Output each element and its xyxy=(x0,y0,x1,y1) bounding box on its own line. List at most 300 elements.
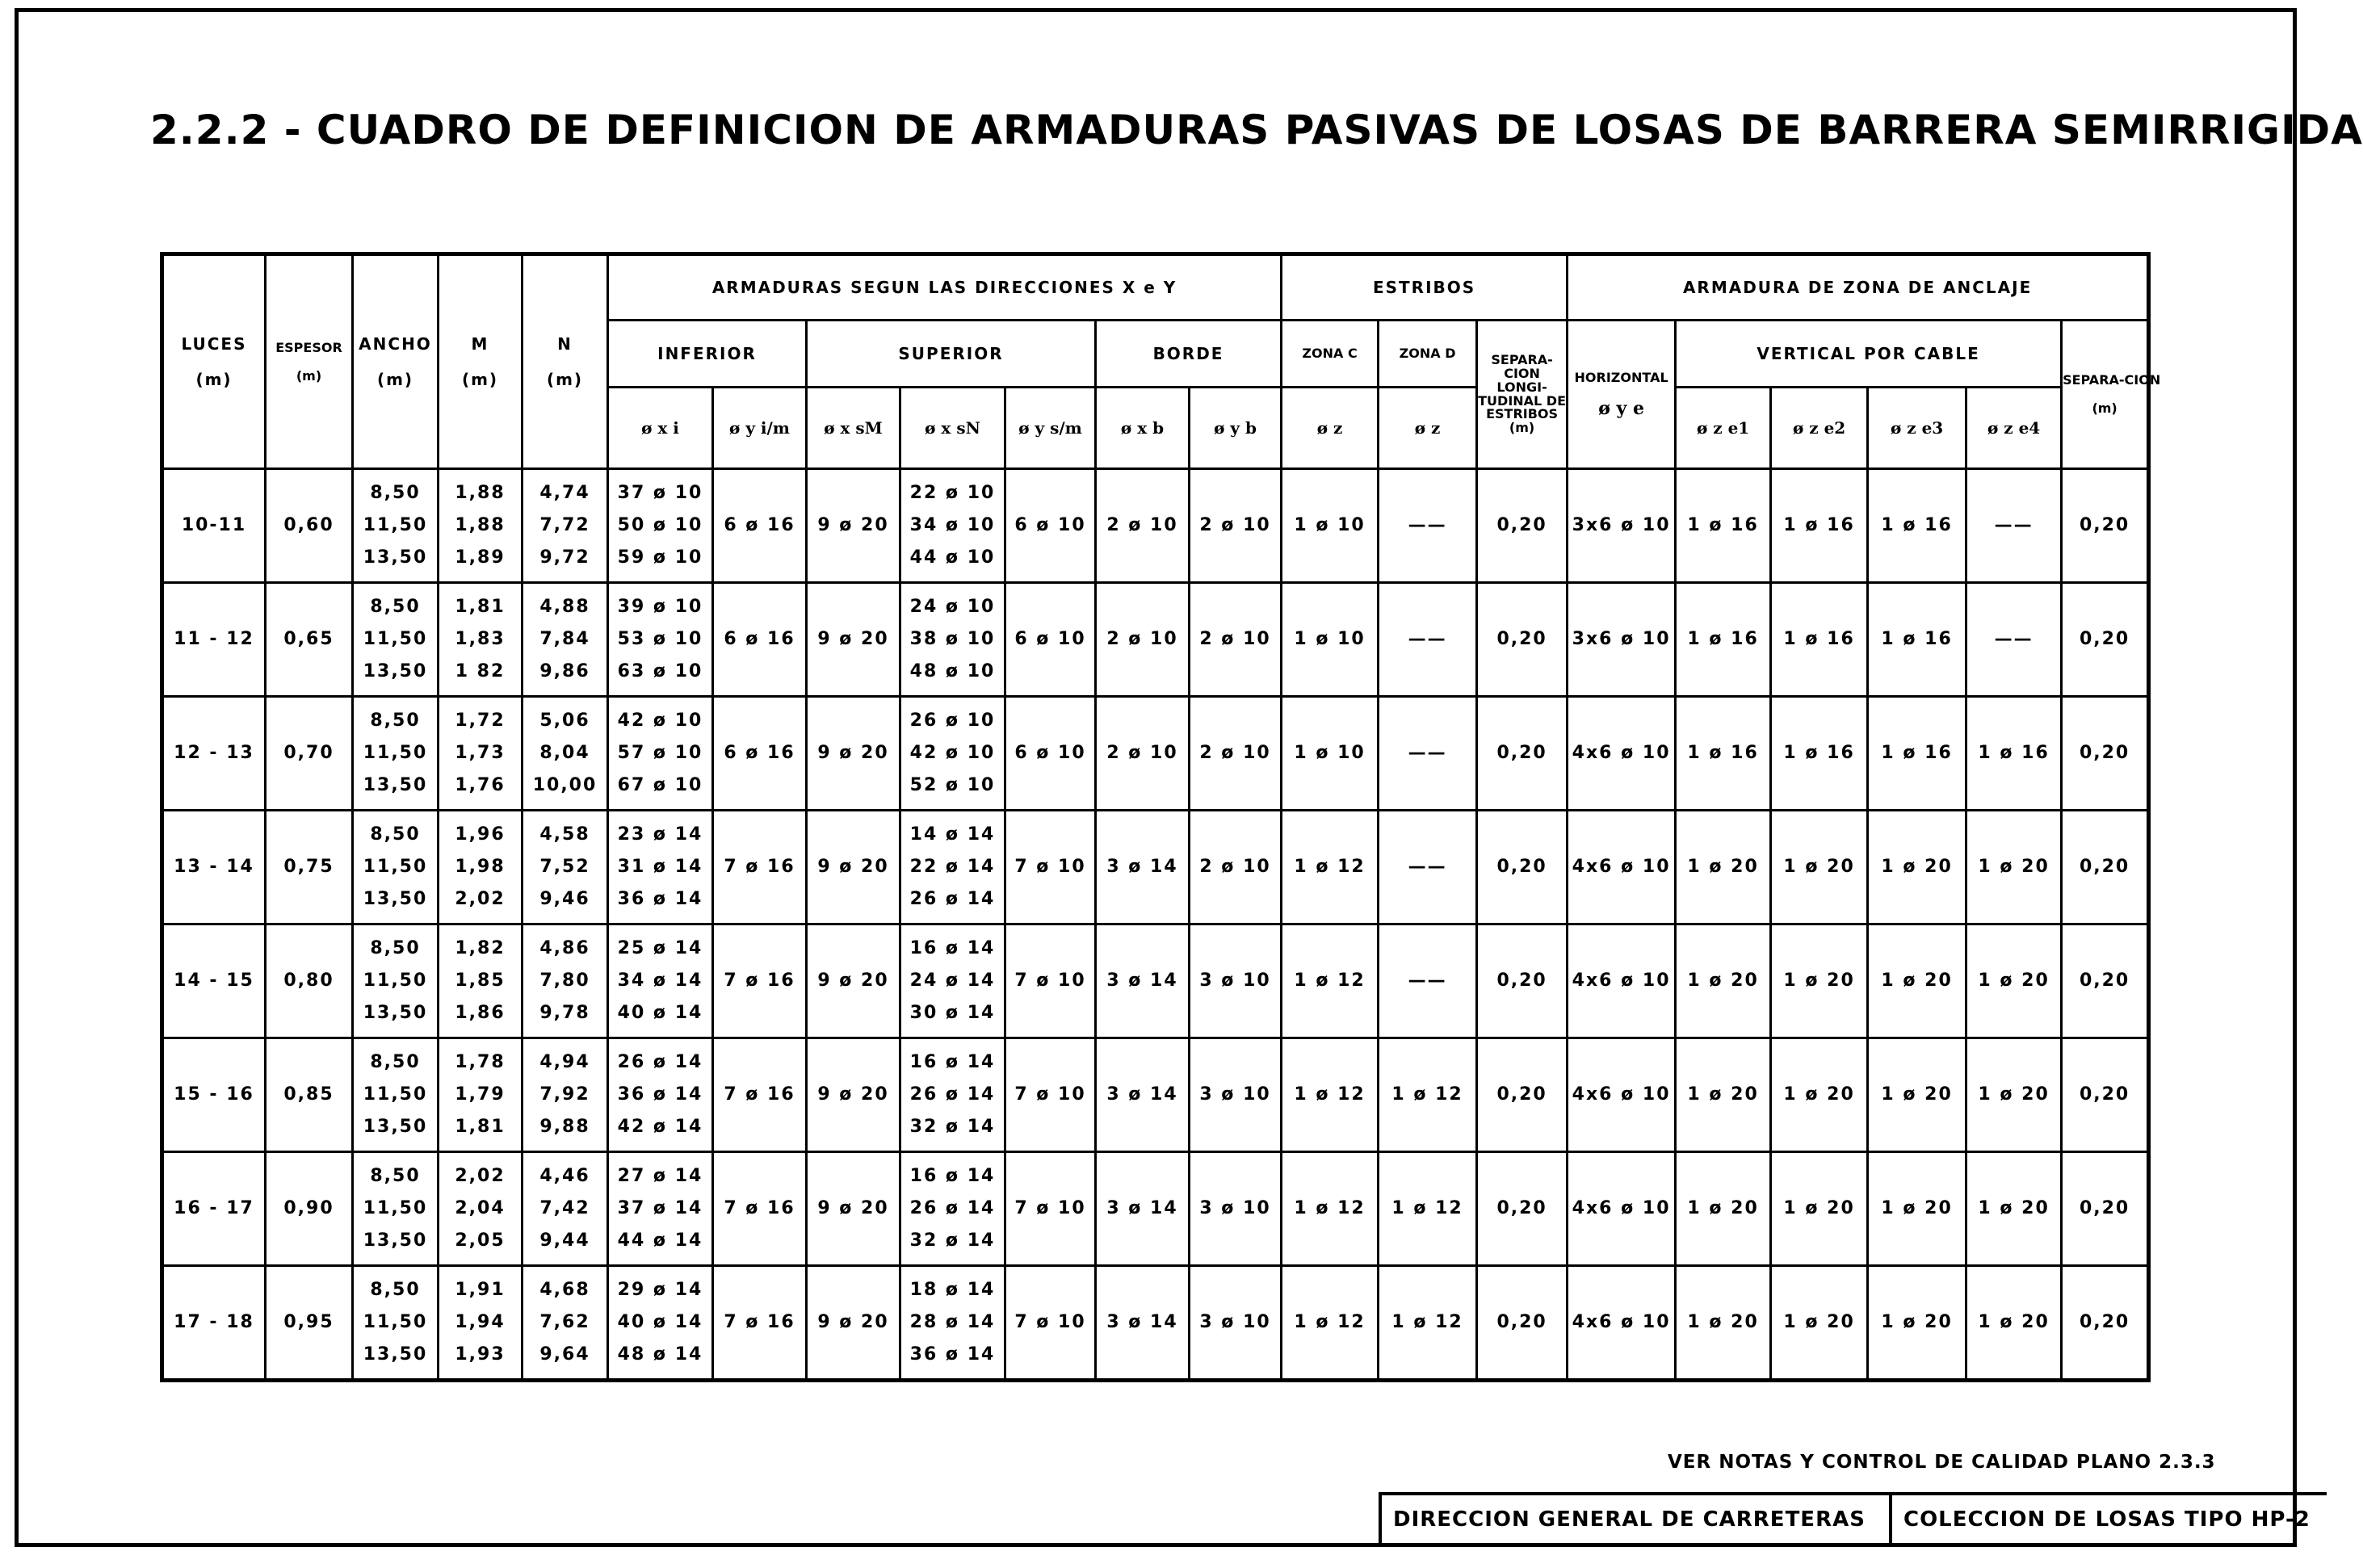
cell-line: 57 ø 10 xyxy=(617,743,703,763)
cell-sep: 0,20 xyxy=(2062,469,2149,583)
header-ancho: ANCHO (m) xyxy=(353,254,439,469)
cell-sup-xm: 9 ø 20 xyxy=(807,583,900,697)
cell-line: 26 ø 14 xyxy=(617,1052,703,1072)
cell-e4: 1 ø 20 xyxy=(1966,811,2062,924)
cell-line: 11,50 xyxy=(363,515,428,535)
cell-sup-xm: 9 ø 20 xyxy=(807,1266,900,1381)
cell-e2: 1 ø 16 xyxy=(1771,469,1868,583)
cell-n xyxy=(523,583,608,697)
sym-vertical-e4: ø z e4 xyxy=(1966,388,2062,469)
cell-line: 28 ø 14 xyxy=(909,1312,996,1332)
cell-luces: 11 - 12 xyxy=(162,583,266,697)
cell-m xyxy=(439,924,523,1038)
cell-line: 29 ø 14 xyxy=(617,1280,703,1300)
cell-inf-x xyxy=(608,583,713,697)
cell-sup-y: 7 ø 10 xyxy=(1005,1038,1096,1152)
header-anclaje: ARMADURA DE ZONA DE ANCLAJE xyxy=(1568,254,2149,321)
cell-line: 30 ø 14 xyxy=(909,1003,996,1023)
cell-espesor: 0,60 xyxy=(266,469,353,583)
cell-hor: 4x6 ø 10 xyxy=(1568,811,1676,924)
cell-line: 36 ø 14 xyxy=(909,1344,996,1365)
cell-line: 7,72 xyxy=(539,515,590,535)
cell-line: 44 ø 10 xyxy=(909,547,996,568)
cell-m xyxy=(439,1152,523,1266)
cell-line: 1,91 xyxy=(455,1280,506,1300)
sym-superior-xm: ø x sM xyxy=(807,388,900,469)
cell-zona-d: 1 ø 12 xyxy=(1379,1038,1477,1152)
sym-borde-y: ø y b xyxy=(1190,388,1282,469)
cell-line: 50 ø 10 xyxy=(617,515,703,535)
header-estribos: ESTRIBOS xyxy=(1282,254,1568,321)
cell-e3: 1 ø 16 xyxy=(1868,583,1966,697)
cell-sep: 0,20 xyxy=(2062,1152,2149,1266)
cell-line: 22 ø 10 xyxy=(909,483,996,503)
cell-sup-xn xyxy=(900,1038,1005,1152)
cell-line: 26 ø 14 xyxy=(909,889,996,909)
cell-line: 7,52 xyxy=(539,857,590,877)
cell-n xyxy=(523,1152,608,1266)
cell-ancho xyxy=(353,469,439,583)
table-body xyxy=(162,469,2149,1381)
cell-borde-x: 2 ø 10 xyxy=(1096,583,1190,697)
header-separacion-longitudinal: SEPARA-CION LONGI-TUDINAL DE ESTRIBOS (m) xyxy=(1477,321,1568,469)
cell-line: 34 ø 14 xyxy=(617,971,703,991)
cell-sup-y: 7 ø 10 xyxy=(1005,924,1096,1038)
cell-line: 13,50 xyxy=(363,1117,428,1137)
cell-line: 22 ø 14 xyxy=(909,857,996,877)
cell-line: 1,73 xyxy=(455,743,506,763)
cell-line: 8,50 xyxy=(370,1166,421,1186)
cell-zona-d: —— xyxy=(1379,583,1477,697)
cell-e3: 1 ø 20 xyxy=(1868,1038,1966,1152)
cell-ancho xyxy=(353,1266,439,1381)
reinforcement-table xyxy=(160,252,2161,1382)
cell-sup-xn xyxy=(900,924,1005,1038)
cell-line: 7,62 xyxy=(539,1312,590,1332)
cell-line: 4,94 xyxy=(539,1052,590,1072)
cell-line: 26 ø 14 xyxy=(909,1084,996,1105)
cell-inf-x xyxy=(608,1038,713,1152)
cell-n xyxy=(523,1266,608,1381)
cell-line: 10,00 xyxy=(532,775,598,795)
cell-inf-x xyxy=(608,1266,713,1381)
sym-borde-x: ø x b xyxy=(1096,388,1190,469)
cell-inf-y: 7 ø 16 xyxy=(713,1038,807,1152)
cell-inf-x xyxy=(608,697,713,811)
cell-borde-y: 3 ø 10 xyxy=(1190,1152,1282,1266)
cell-borde-y: 2 ø 10 xyxy=(1190,697,1282,811)
cell-line: 7,80 xyxy=(539,971,590,991)
cell-borde-x: 2 ø 10 xyxy=(1096,697,1190,811)
cell-line: 9,86 xyxy=(539,661,590,681)
cell-zona-d: —— xyxy=(1379,469,1477,583)
cell-zona-d: 1 ø 12 xyxy=(1379,1266,1477,1381)
cell-sep: 0,20 xyxy=(2062,811,2149,924)
header-luces: LUCES (m) xyxy=(162,254,266,469)
cell-sep: 0,20 xyxy=(2062,1266,2149,1381)
cell-zona-c: 1 ø 10 xyxy=(1282,697,1379,811)
cell-line: 9,64 xyxy=(539,1344,590,1365)
cell-line: 37 ø 14 xyxy=(617,1198,703,1218)
cell-espesor: 0,70 xyxy=(266,697,353,811)
cell-borde-y: 2 ø 10 xyxy=(1190,583,1282,697)
cell-zona-c: 1 ø 12 xyxy=(1282,924,1379,1038)
cell-e3: 1 ø 20 xyxy=(1868,811,1966,924)
cell-e4: —— xyxy=(1966,583,2062,697)
cell-line: 2,02 xyxy=(455,1166,506,1186)
header-horizontal: HORIZONTAL ø y e xyxy=(1568,321,1676,469)
cell-borde-y: 2 ø 10 xyxy=(1190,469,1282,583)
cell-e1: 1 ø 20 xyxy=(1676,1038,1771,1152)
cell-sep-est: 0,20 xyxy=(1477,469,1568,583)
cell-ancho xyxy=(353,583,439,697)
cell-line: 1,93 xyxy=(455,1344,506,1365)
cell-inf-x xyxy=(608,469,713,583)
cell-line: 48 ø 14 xyxy=(617,1344,703,1365)
cell-line: 13,50 xyxy=(363,547,428,568)
cell-line: 16 ø 14 xyxy=(909,1052,996,1072)
sym-inferior-x: ø x i xyxy=(608,388,713,469)
cell-line: 1,81 xyxy=(455,1117,506,1137)
cell-sep: 0,20 xyxy=(2062,697,2149,811)
cell-line: 2,04 xyxy=(455,1198,506,1218)
cell-n xyxy=(523,469,608,583)
cell-line: 7,42 xyxy=(539,1198,590,1218)
cell-n xyxy=(523,924,608,1038)
cell-luces: 10-11 xyxy=(162,469,266,583)
cell-borde-x: 3 ø 14 xyxy=(1096,924,1190,1038)
cell-line: 13,50 xyxy=(363,1003,428,1023)
cell-e1: 1 ø 16 xyxy=(1676,697,1771,811)
cell-zona-d: 1 ø 12 xyxy=(1379,1152,1477,1266)
cell-n xyxy=(523,697,608,811)
cell-n xyxy=(523,1038,608,1152)
cell-e2: 1 ø 16 xyxy=(1771,583,1868,697)
cell-line: 31 ø 14 xyxy=(617,857,703,877)
title-block xyxy=(1379,1492,2327,1544)
cell-line: 59 ø 10 xyxy=(617,547,703,568)
cell-e1: 1 ø 20 xyxy=(1676,924,1771,1038)
cell-zona-c: 1 ø 12 xyxy=(1282,811,1379,924)
cell-line: 53 ø 10 xyxy=(617,629,703,649)
cell-sup-xn xyxy=(900,697,1005,811)
cell-inf-x xyxy=(608,811,713,924)
cell-inf-y: 6 ø 16 xyxy=(713,469,807,583)
cell-sup-xm: 9 ø 20 xyxy=(807,469,900,583)
page-title: 2.2.2 - CUADRO DE DEFINICION DE ARMADURAS PASIVAS DE LOSAS DE BARRERA SEMIRRIGIDA xyxy=(150,107,2363,153)
cell-sep: 0,20 xyxy=(2062,924,2149,1038)
sym-vertical-e1: ø z e1 xyxy=(1676,388,1771,469)
cell-espesor: 0,90 xyxy=(266,1152,353,1266)
cell-hor: 4x6 ø 10 xyxy=(1568,1038,1676,1152)
cell-line: 11,50 xyxy=(363,1084,428,1105)
cell-m xyxy=(439,583,523,697)
cell-borde-y: 3 ø 10 xyxy=(1190,1266,1282,1381)
cell-line: 1,96 xyxy=(455,824,506,845)
cell-line: 48 ø 10 xyxy=(909,661,996,681)
cell-line: 32 ø 14 xyxy=(909,1231,996,1251)
cell-inf-y: 7 ø 16 xyxy=(713,1266,807,1381)
cell-line: 26 ø 14 xyxy=(909,1198,996,1218)
cell-e4: 1 ø 20 xyxy=(1966,924,2062,1038)
cell-line: 1,88 xyxy=(455,515,506,535)
header-armaduras-xy: ARMADURAS SEGUN LAS DIRECCIONES X e Y xyxy=(608,254,1282,321)
sym-inferior-y: ø y i/m xyxy=(713,388,807,469)
cell-luces: 17 - 18 xyxy=(162,1266,266,1381)
cell-ancho xyxy=(353,924,439,1038)
cell-sup-xm: 9 ø 20 xyxy=(807,924,900,1038)
cell-luces: 13 - 14 xyxy=(162,811,266,924)
table-row xyxy=(162,469,2149,583)
table-row xyxy=(162,1152,2149,1266)
cell-n xyxy=(523,811,608,924)
cell-hor: 4x6 ø 10 xyxy=(1568,924,1676,1038)
cell-espesor: 0,75 xyxy=(266,811,353,924)
cell-espesor: 0,80 xyxy=(266,924,353,1038)
cell-line: 42 ø 10 xyxy=(617,711,703,731)
cell-line: 13,50 xyxy=(363,889,428,909)
cell-line: 11,50 xyxy=(363,629,428,649)
cell-inf-y: 6 ø 16 xyxy=(713,583,807,697)
cell-sup-y: 7 ø 10 xyxy=(1005,811,1096,924)
cell-line: 4,58 xyxy=(539,824,590,845)
cell-line: 37 ø 10 xyxy=(617,483,703,503)
cell-line: 24 ø 10 xyxy=(909,597,996,617)
cell-e3: 1 ø 20 xyxy=(1868,1266,1966,1381)
cell-hor: 3x6 ø 10 xyxy=(1568,583,1676,697)
cell-luces: 16 - 17 xyxy=(162,1152,266,1266)
cell-line: 1,86 xyxy=(455,1003,506,1023)
cell-line: 1,82 xyxy=(455,938,506,958)
cell-e3: 1 ø 16 xyxy=(1868,469,1966,583)
cell-zona-d: —— xyxy=(1379,811,1477,924)
cell-zona-c: 1 ø 10 xyxy=(1282,583,1379,697)
cell-line: 5,06 xyxy=(539,711,590,731)
cell-sep-est: 0,20 xyxy=(1477,1266,1568,1381)
cell-line: 1,85 xyxy=(455,971,506,991)
cell-sep-est: 0,20 xyxy=(1477,811,1568,924)
cell-line: 40 ø 14 xyxy=(617,1312,703,1332)
table-row xyxy=(162,924,2149,1038)
cell-line: 1,81 xyxy=(455,597,506,617)
cell-e1: 1 ø 16 xyxy=(1676,469,1771,583)
cell-inf-x xyxy=(608,1152,713,1266)
cell-e1: 1 ø 20 xyxy=(1676,1266,1771,1381)
table-row xyxy=(162,697,2149,811)
cell-e2: 1 ø 20 xyxy=(1771,1152,1868,1266)
cell-line: 18 ø 14 xyxy=(909,1280,996,1300)
cell-sup-xn xyxy=(900,1266,1005,1381)
cell-line: 9,88 xyxy=(539,1117,590,1137)
cell-m xyxy=(439,1038,523,1152)
header-separacion: SEPARA-CION (m) xyxy=(2062,321,2149,469)
cell-luces: 14 - 15 xyxy=(162,924,266,1038)
cell-sep-est: 0,20 xyxy=(1477,1152,1568,1266)
cell-espesor: 0,85 xyxy=(266,1038,353,1152)
cell-line: 1,88 xyxy=(455,483,506,503)
cell-line: 40 ø 14 xyxy=(617,1003,703,1023)
cell-line: 13,50 xyxy=(363,1231,428,1251)
cell-zona-d: —— xyxy=(1379,924,1477,1038)
cell-sep: 0,20 xyxy=(2062,1038,2149,1152)
header-zona-d: ZONA D xyxy=(1379,321,1477,388)
cell-line: 4,74 xyxy=(539,483,590,503)
header-row-1 xyxy=(162,254,2149,321)
cell-line: 1,72 xyxy=(455,711,506,731)
cell-zona-d: —— xyxy=(1379,697,1477,811)
cell-espesor: 0,95 xyxy=(266,1266,353,1381)
cell-line: 11,50 xyxy=(363,857,428,877)
cell-line: 9,72 xyxy=(539,547,590,568)
cell-line: 8,50 xyxy=(370,483,421,503)
cell-borde-x: 3 ø 14 xyxy=(1096,1152,1190,1266)
cell-line: 1,76 xyxy=(455,775,506,795)
cell-borde-y: 2 ø 10 xyxy=(1190,811,1282,924)
header-borde: BORDE xyxy=(1096,321,1282,388)
cell-line: 8,50 xyxy=(370,938,421,958)
cell-line: 42 ø 14 xyxy=(617,1117,703,1137)
cell-borde-x: 2 ø 10 xyxy=(1096,469,1190,583)
cell-zona-c: 1 ø 10 xyxy=(1282,469,1379,583)
cell-e4: 1 ø 20 xyxy=(1966,1266,2062,1381)
cell-e1: 1 ø 20 xyxy=(1676,1152,1771,1266)
cell-sep: 0,20 xyxy=(2062,583,2149,697)
cell-line: 34 ø 10 xyxy=(909,515,996,535)
cell-sup-xn xyxy=(900,583,1005,697)
cell-luces: 12 - 13 xyxy=(162,697,266,811)
cell-luces: 15 - 16 xyxy=(162,1038,266,1152)
cell-line: 25 ø 14 xyxy=(617,938,703,958)
header-espesor: ESPESOR (m) xyxy=(266,254,353,469)
cell-hor: 3x6 ø 10 xyxy=(1568,469,1676,583)
header-zona-c: ZONA C xyxy=(1282,321,1379,388)
cell-line: 23 ø 14 xyxy=(617,824,703,845)
sym-vertical-e2: ø z e2 xyxy=(1771,388,1868,469)
footer-authority: DIRECCION GENERAL DE CARRETERAS xyxy=(1382,1495,1892,1544)
cell-line: 8,50 xyxy=(370,824,421,845)
cell-line: 52 ø 10 xyxy=(909,775,996,795)
cell-line: 67 ø 10 xyxy=(617,775,703,795)
cell-borde-y: 3 ø 10 xyxy=(1190,1038,1282,1152)
cell-ancho xyxy=(353,811,439,924)
cell-borde-x: 3 ø 14 xyxy=(1096,1266,1190,1381)
table-row xyxy=(162,583,2149,697)
cell-line: 1,83 xyxy=(455,629,506,649)
cell-line: 8,50 xyxy=(370,1280,421,1300)
cell-sep-est: 0,20 xyxy=(1477,924,1568,1038)
cell-line: 1 82 xyxy=(455,661,506,681)
header-vertical-cable: VERTICAL POR CABLE xyxy=(1676,321,2062,388)
cell-line: 16 ø 14 xyxy=(909,938,996,958)
cell-e2: 1 ø 20 xyxy=(1771,1038,1868,1152)
cell-sup-y: 7 ø 10 xyxy=(1005,1266,1096,1381)
cell-sep-est: 0,20 xyxy=(1477,583,1568,697)
cell-sep-est: 0,20 xyxy=(1477,1038,1568,1152)
sym-zona-c: ø z xyxy=(1282,388,1379,469)
cell-line: 42 ø 10 xyxy=(909,743,996,763)
cell-ancho xyxy=(353,697,439,811)
cell-line: 4,88 xyxy=(539,597,590,617)
cell-line: 8,50 xyxy=(370,597,421,617)
cell-line: 13,50 xyxy=(363,775,428,795)
table-row xyxy=(162,1266,2149,1381)
cell-sep-est: 0,20 xyxy=(1477,697,1568,811)
cell-e2: 1 ø 20 xyxy=(1771,924,1868,1038)
cell-m xyxy=(439,697,523,811)
cell-line: 1,79 xyxy=(455,1084,506,1105)
table-row xyxy=(162,1038,2149,1152)
cell-sup-xm: 9 ø 20 xyxy=(807,1152,900,1266)
cell-e1: 1 ø 20 xyxy=(1676,811,1771,924)
cell-inf-y: 7 ø 16 xyxy=(713,811,807,924)
sym-vertical-e3: ø z e3 xyxy=(1868,388,1966,469)
cell-e4: 1 ø 20 xyxy=(1966,1152,2062,1266)
sym-superior-xn: ø x sN xyxy=(900,388,1005,469)
cell-inf-y: 7 ø 16 xyxy=(713,924,807,1038)
cell-sup-xm: 9 ø 20 xyxy=(807,697,900,811)
cell-inf-y: 6 ø 16 xyxy=(713,697,807,811)
quality-note: VER NOTAS Y CONTROL DE CALIDAD PLANO 2.3.3 xyxy=(1668,1452,2216,1473)
header-m: M (m) xyxy=(439,254,523,469)
cell-borde-y: 3 ø 10 xyxy=(1190,924,1282,1038)
cell-sup-y: 6 ø 10 xyxy=(1005,697,1096,811)
cell-line: 38 ø 10 xyxy=(909,629,996,649)
cell-line: 9,46 xyxy=(539,889,590,909)
cell-hor: 4x6 ø 10 xyxy=(1568,1266,1676,1381)
cell-line: 1,98 xyxy=(455,857,506,877)
cell-line: 11,50 xyxy=(363,1312,428,1332)
cell-line: 7,84 xyxy=(539,629,590,649)
cell-zona-c: 1 ø 12 xyxy=(1282,1266,1379,1381)
cell-borde-x: 3 ø 14 xyxy=(1096,811,1190,924)
sym-zona-d: ø z xyxy=(1379,388,1477,469)
cell-line: 2,02 xyxy=(455,889,506,909)
cell-line: 4,86 xyxy=(539,938,590,958)
cell-sup-xm: 9 ø 20 xyxy=(807,811,900,924)
sym-superior-y: ø y s/m xyxy=(1005,388,1096,469)
cell-hor: 4x6 ø 10 xyxy=(1568,697,1676,811)
cell-line: 27 ø 14 xyxy=(617,1166,703,1186)
cell-e4: 1 ø 16 xyxy=(1966,697,2062,811)
cell-line: 14 ø 14 xyxy=(909,824,996,845)
cell-e2: 1 ø 20 xyxy=(1771,811,1868,924)
cell-line: 16 ø 14 xyxy=(909,1166,996,1186)
cell-line: 26 ø 10 xyxy=(909,711,996,731)
cell-line: 2,05 xyxy=(455,1231,506,1251)
cell-line: 11,50 xyxy=(363,971,428,991)
cell-line: 39 ø 10 xyxy=(617,597,703,617)
cell-line: 13,50 xyxy=(363,661,428,681)
cell-sup-xn xyxy=(900,469,1005,583)
cell-line: 7,92 xyxy=(539,1084,590,1105)
cell-line: 63 ø 10 xyxy=(617,661,703,681)
cell-ancho xyxy=(353,1152,439,1266)
cell-line: 44 ø 14 xyxy=(617,1231,703,1251)
cell-line: 11,50 xyxy=(363,1198,428,1218)
cell-sup-y: 6 ø 10 xyxy=(1005,583,1096,697)
cell-sup-xn xyxy=(900,1152,1005,1266)
cell-e2: 1 ø 16 xyxy=(1771,697,1868,811)
cell-line: 1,94 xyxy=(455,1312,506,1332)
cell-sup-xn xyxy=(900,811,1005,924)
cell-sup-y: 6 ø 10 xyxy=(1005,469,1096,583)
cell-line: 36 ø 14 xyxy=(617,1084,703,1105)
header-n: N (m) xyxy=(523,254,608,469)
cell-line: 8,50 xyxy=(370,711,421,731)
cell-espesor: 0,65 xyxy=(266,583,353,697)
cell-e3: 1 ø 16 xyxy=(1868,697,1966,811)
cell-m xyxy=(439,469,523,583)
